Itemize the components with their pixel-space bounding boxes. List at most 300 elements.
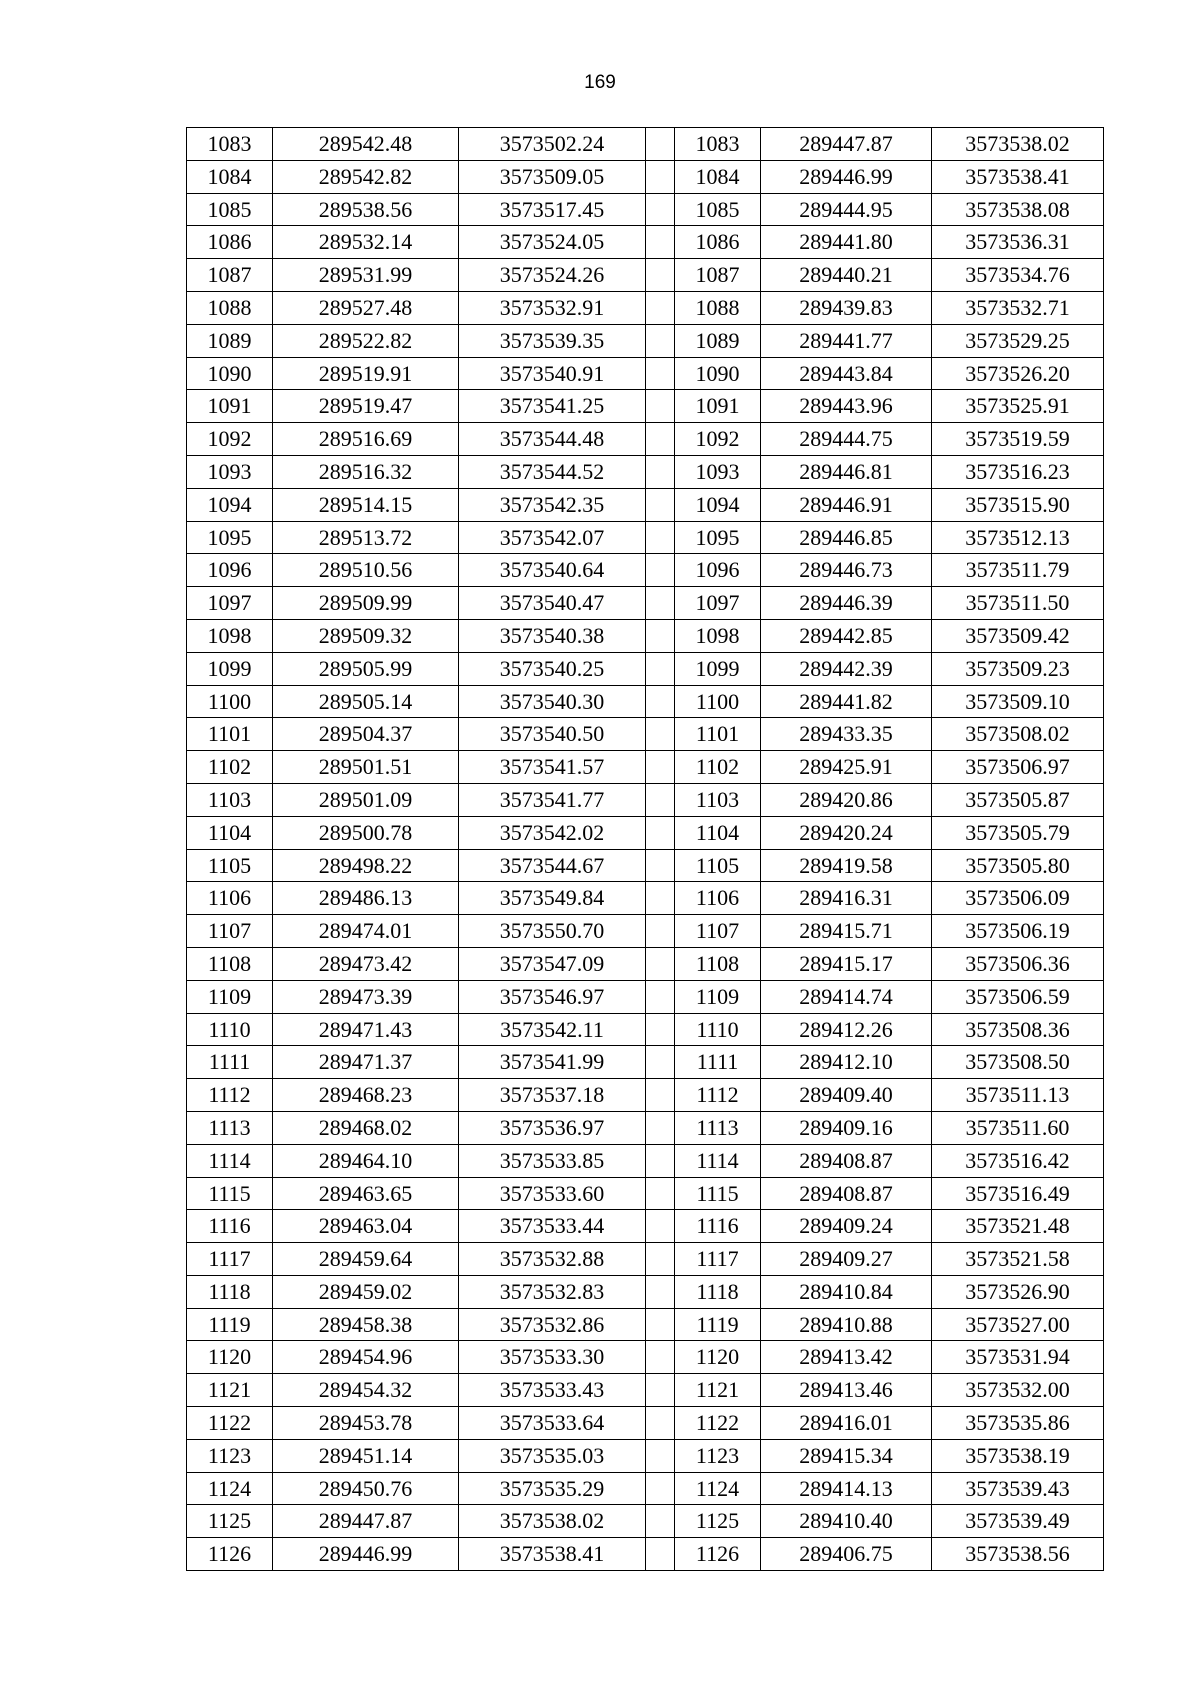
spacer-cell	[646, 652, 675, 685]
x-coord-left: 289509.32	[273, 619, 459, 652]
y-coord-right: 3573509.42	[932, 619, 1104, 652]
point-id-left: 1099	[187, 652, 273, 685]
spacer-cell	[646, 1374, 675, 1407]
y-coord-right: 3573509.23	[932, 652, 1104, 685]
spacer-cell	[646, 1210, 675, 1243]
table-row	[187, 1308, 1104, 1341]
spacer-cell	[646, 1144, 675, 1177]
y-coord-left: 3573542.35	[459, 488, 646, 521]
y-coord-right: 3573535.86	[932, 1407, 1104, 1440]
y-coord-left: 3573509.05	[459, 160, 646, 193]
table-row	[187, 915, 1104, 948]
x-coord-right: 289446.73	[761, 554, 932, 587]
x-coord-left: 289505.14	[273, 685, 459, 718]
table-row	[187, 226, 1104, 259]
table-row	[187, 783, 1104, 816]
point-id-left: 1122	[187, 1407, 273, 1440]
point-id-left: 1084	[187, 160, 273, 193]
point-id-left: 1109	[187, 980, 273, 1013]
y-coord-left: 3573502.24	[459, 128, 646, 161]
table-row	[187, 160, 1104, 193]
y-coord-left: 3573517.45	[459, 193, 646, 226]
spacer-cell	[646, 1505, 675, 1538]
y-coord-right: 3573506.59	[932, 980, 1104, 1013]
point-id-right: 1116	[675, 1210, 761, 1243]
point-id-left: 1119	[187, 1308, 273, 1341]
y-coord-left: 3573546.97	[459, 980, 646, 1013]
point-id-right: 1114	[675, 1144, 761, 1177]
point-id-left: 1100	[187, 685, 273, 718]
spacer-cell	[646, 1046, 675, 1079]
x-coord-left: 289519.91	[273, 357, 459, 390]
point-id-right: 1095	[675, 521, 761, 554]
table-row	[187, 357, 1104, 390]
table-row	[187, 1407, 1104, 1440]
x-coord-left: 289498.22	[273, 849, 459, 882]
table-row	[187, 259, 1104, 292]
point-id-right: 1105	[675, 849, 761, 882]
x-coord-right: 289444.95	[761, 193, 932, 226]
x-coord-left: 289531.99	[273, 259, 459, 292]
table-row	[187, 1374, 1104, 1407]
x-coord-right: 289447.87	[761, 128, 932, 161]
point-id-right: 1110	[675, 1013, 761, 1046]
spacer-cell	[646, 587, 675, 620]
x-coord-right: 289410.40	[761, 1505, 932, 1538]
point-id-right: 1121	[675, 1374, 761, 1407]
y-coord-right: 3573539.49	[932, 1505, 1104, 1538]
x-coord-left: 289527.48	[273, 291, 459, 324]
spacer-cell	[646, 619, 675, 652]
spacer-cell	[646, 882, 675, 915]
y-coord-right: 3573516.23	[932, 455, 1104, 488]
y-coord-left: 3573550.70	[459, 915, 646, 948]
x-coord-left: 289516.32	[273, 455, 459, 488]
x-coord-left: 289464.10	[273, 1144, 459, 1177]
spacer-cell	[646, 423, 675, 456]
y-coord-right: 3573508.02	[932, 718, 1104, 751]
y-coord-left: 3573541.99	[459, 1046, 646, 1079]
x-coord-left: 289450.76	[273, 1472, 459, 1505]
point-id-right: 1125	[675, 1505, 761, 1538]
point-id-right: 1083	[675, 128, 761, 161]
x-coord-right: 289409.40	[761, 1079, 932, 1112]
x-coord-left: 289514.15	[273, 488, 459, 521]
table-row	[187, 652, 1104, 685]
x-coord-right: 289412.10	[761, 1046, 932, 1079]
table-row	[187, 1341, 1104, 1374]
y-coord-left: 3573541.77	[459, 783, 646, 816]
point-id-right: 1106	[675, 882, 761, 915]
spacer-cell	[646, 1472, 675, 1505]
spacer-cell	[646, 751, 675, 784]
spacer-cell	[646, 685, 675, 718]
point-id-left: 1106	[187, 882, 273, 915]
spacer-cell	[646, 357, 675, 390]
x-coord-right: 289416.31	[761, 882, 932, 915]
point-id-left: 1089	[187, 324, 273, 357]
x-coord-right: 289414.13	[761, 1472, 932, 1505]
y-coord-left: 3573532.88	[459, 1243, 646, 1276]
table-row	[187, 685, 1104, 718]
point-id-left: 1125	[187, 1505, 273, 1538]
spacer-cell	[646, 259, 675, 292]
table-row	[187, 455, 1104, 488]
point-id-right: 1086	[675, 226, 761, 259]
spacer-cell	[646, 1439, 675, 1472]
y-coord-right: 3573526.20	[932, 357, 1104, 390]
point-id-right: 1117	[675, 1243, 761, 1276]
spacer-cell	[646, 324, 675, 357]
x-coord-right: 289413.46	[761, 1374, 932, 1407]
point-id-left: 1105	[187, 849, 273, 882]
point-id-left: 1086	[187, 226, 273, 259]
point-id-right: 1124	[675, 1472, 761, 1505]
point-id-left: 1095	[187, 521, 273, 554]
point-id-left: 1103	[187, 783, 273, 816]
point-id-left: 1115	[187, 1177, 273, 1210]
y-coord-right: 3573538.41	[932, 160, 1104, 193]
y-coord-right: 3573527.00	[932, 1308, 1104, 1341]
x-coord-left: 289486.13	[273, 882, 459, 915]
y-coord-right: 3573521.58	[932, 1243, 1104, 1276]
x-coord-right: 289446.85	[761, 521, 932, 554]
point-id-left: 1114	[187, 1144, 273, 1177]
point-id-left: 1111	[187, 1046, 273, 1079]
table-row	[187, 980, 1104, 1013]
point-id-right: 1090	[675, 357, 761, 390]
spacer-cell	[646, 1177, 675, 1210]
y-coord-right: 3573505.80	[932, 849, 1104, 882]
x-coord-left: 289451.14	[273, 1439, 459, 1472]
y-coord-right: 3573506.97	[932, 751, 1104, 784]
x-coord-left: 289454.96	[273, 1341, 459, 1374]
spacer-cell	[646, 455, 675, 488]
x-coord-right: 289410.88	[761, 1308, 932, 1341]
point-id-right: 1085	[675, 193, 761, 226]
y-coord-right: 3573506.19	[932, 915, 1104, 948]
x-coord-right: 289408.87	[761, 1144, 932, 1177]
point-id-right: 1094	[675, 488, 761, 521]
y-coord-right: 3573516.42	[932, 1144, 1104, 1177]
y-coord-left: 3573533.43	[459, 1374, 646, 1407]
x-coord-right: 289441.80	[761, 226, 932, 259]
coordinates-table-body	[187, 128, 1104, 1571]
table-row	[187, 849, 1104, 882]
spacer-cell	[646, 1538, 675, 1571]
y-coord-right: 3573538.08	[932, 193, 1104, 226]
y-coord-left: 3573532.86	[459, 1308, 646, 1341]
spacer-cell	[646, 849, 675, 882]
spacer-cell	[646, 1243, 675, 1276]
y-coord-left: 3573542.07	[459, 521, 646, 554]
y-coord-right: 3573538.02	[932, 128, 1104, 161]
point-id-left: 1104	[187, 816, 273, 849]
point-id-left: 1126	[187, 1538, 273, 1571]
spacer-cell	[646, 554, 675, 587]
x-coord-right: 289446.99	[761, 160, 932, 193]
y-coord-right: 3573519.59	[932, 423, 1104, 456]
y-coord-right: 3573508.50	[932, 1046, 1104, 1079]
x-coord-right: 289433.35	[761, 718, 932, 751]
spacer-cell	[646, 226, 675, 259]
point-id-left: 1121	[187, 1374, 273, 1407]
x-coord-left: 289458.38	[273, 1308, 459, 1341]
point-id-left: 1098	[187, 619, 273, 652]
spacer-cell	[646, 1013, 675, 1046]
y-coord-left: 3573524.05	[459, 226, 646, 259]
y-coord-left: 3573537.18	[459, 1079, 646, 1112]
x-coord-right: 289416.01	[761, 1407, 932, 1440]
y-coord-left: 3573539.35	[459, 324, 646, 357]
x-coord-left: 289510.56	[273, 554, 459, 587]
table-row	[187, 1505, 1104, 1538]
spacer-cell	[646, 1308, 675, 1341]
x-coord-right: 289443.96	[761, 390, 932, 423]
x-coord-left: 289459.64	[273, 1243, 459, 1276]
point-id-right: 1100	[675, 685, 761, 718]
x-coord-right: 289419.58	[761, 849, 932, 882]
table-row	[187, 882, 1104, 915]
x-coord-right: 289442.85	[761, 619, 932, 652]
x-coord-left: 289463.65	[273, 1177, 459, 1210]
y-coord-left: 3573544.52	[459, 455, 646, 488]
x-coord-left: 289459.02	[273, 1275, 459, 1308]
spacer-cell	[646, 1275, 675, 1308]
y-coord-right: 3573536.31	[932, 226, 1104, 259]
spacer-cell	[646, 718, 675, 751]
point-id-left: 1102	[187, 751, 273, 784]
point-id-left: 1097	[187, 587, 273, 620]
x-coord-left: 289538.56	[273, 193, 459, 226]
y-coord-right: 3573532.71	[932, 291, 1104, 324]
table-row	[187, 1472, 1104, 1505]
x-coord-left: 289513.72	[273, 521, 459, 554]
y-coord-left: 3573533.85	[459, 1144, 646, 1177]
spacer-cell	[646, 980, 675, 1013]
spacer-cell	[646, 1407, 675, 1440]
table-row	[187, 423, 1104, 456]
point-id-right: 1118	[675, 1275, 761, 1308]
table-row	[187, 1111, 1104, 1144]
x-coord-right: 289441.82	[761, 685, 932, 718]
y-coord-right: 3573538.19	[932, 1439, 1104, 1472]
y-coord-left: 3573544.48	[459, 423, 646, 456]
table-row	[187, 324, 1104, 357]
y-coord-right: 3573529.25	[932, 324, 1104, 357]
table-row	[187, 128, 1104, 161]
x-coord-left: 289468.23	[273, 1079, 459, 1112]
point-id-right: 1102	[675, 751, 761, 784]
x-coord-left: 289474.01	[273, 915, 459, 948]
x-coord-right: 289446.91	[761, 488, 932, 521]
y-coord-left: 3573542.02	[459, 816, 646, 849]
y-coord-right: 3573511.13	[932, 1079, 1104, 1112]
x-coord-left: 289504.37	[273, 718, 459, 751]
x-coord-left: 289532.14	[273, 226, 459, 259]
point-id-right: 1104	[675, 816, 761, 849]
y-coord-left: 3573540.30	[459, 685, 646, 718]
y-coord-left: 3573533.30	[459, 1341, 646, 1374]
y-coord-left: 3573538.41	[459, 1538, 646, 1571]
point-id-right: 1126	[675, 1538, 761, 1571]
point-id-right: 1096	[675, 554, 761, 587]
point-id-right: 1099	[675, 652, 761, 685]
point-id-right: 1112	[675, 1079, 761, 1112]
y-coord-left: 3573524.26	[459, 259, 646, 292]
point-id-right: 1092	[675, 423, 761, 456]
point-id-left: 1101	[187, 718, 273, 751]
y-coord-left: 3573533.64	[459, 1407, 646, 1440]
point-id-left: 1112	[187, 1079, 273, 1112]
x-coord-left: 289501.51	[273, 751, 459, 784]
y-coord-left: 3573533.60	[459, 1177, 646, 1210]
x-coord-right: 289415.17	[761, 947, 932, 980]
table-row	[187, 1439, 1104, 1472]
y-coord-right: 3573531.94	[932, 1341, 1104, 1374]
point-id-left: 1096	[187, 554, 273, 587]
point-id-left: 1110	[187, 1013, 273, 1046]
y-coord-right: 3573525.91	[932, 390, 1104, 423]
table-row	[187, 1079, 1104, 1112]
table-row	[187, 193, 1104, 226]
y-coord-left: 3573535.03	[459, 1439, 646, 1472]
point-id-left: 1113	[187, 1111, 273, 1144]
table-row	[187, 1144, 1104, 1177]
x-coord-right: 289410.84	[761, 1275, 932, 1308]
x-coord-right: 289415.34	[761, 1439, 932, 1472]
x-coord-right: 289409.24	[761, 1210, 932, 1243]
y-coord-left: 3573547.09	[459, 947, 646, 980]
point-id-left: 1094	[187, 488, 273, 521]
table-row	[187, 1243, 1104, 1276]
point-id-right: 1101	[675, 718, 761, 751]
y-coord-left: 3573549.84	[459, 882, 646, 915]
point-id-left: 1118	[187, 1275, 273, 1308]
y-coord-right: 3573538.56	[932, 1538, 1104, 1571]
point-id-left: 1090	[187, 357, 273, 390]
spacer-cell	[646, 193, 675, 226]
point-id-left: 1083	[187, 128, 273, 161]
x-coord-left: 289463.04	[273, 1210, 459, 1243]
point-id-right: 1122	[675, 1407, 761, 1440]
point-id-right: 1091	[675, 390, 761, 423]
x-coord-right: 289446.81	[761, 455, 932, 488]
y-coord-left: 3573533.44	[459, 1210, 646, 1243]
y-coord-right: 3573506.09	[932, 882, 1104, 915]
point-id-left: 1085	[187, 193, 273, 226]
y-coord-right: 3573511.60	[932, 1111, 1104, 1144]
y-coord-left: 3573540.47	[459, 587, 646, 620]
spacer-cell	[646, 128, 675, 161]
x-coord-left: 289446.99	[273, 1538, 459, 1571]
y-coord-right: 3573526.90	[932, 1275, 1104, 1308]
table-row	[187, 390, 1104, 423]
y-coord-right: 3573512.13	[932, 521, 1104, 554]
x-coord-left: 289516.69	[273, 423, 459, 456]
y-coord-right: 3573505.87	[932, 783, 1104, 816]
y-coord-right: 3573511.50	[932, 587, 1104, 620]
x-coord-left: 289522.82	[273, 324, 459, 357]
table-row	[187, 521, 1104, 554]
x-coord-right: 289420.86	[761, 783, 932, 816]
x-coord-left: 289501.09	[273, 783, 459, 816]
x-coord-left: 289471.43	[273, 1013, 459, 1046]
x-coord-left: 289473.42	[273, 947, 459, 980]
x-coord-right: 289420.24	[761, 816, 932, 849]
x-coord-left: 289542.48	[273, 128, 459, 161]
y-coord-right: 3573511.79	[932, 554, 1104, 587]
x-coord-left: 289454.32	[273, 1374, 459, 1407]
x-coord-left: 289473.39	[273, 980, 459, 1013]
y-coord-right: 3573532.00	[932, 1374, 1104, 1407]
y-coord-right: 3573508.36	[932, 1013, 1104, 1046]
table-row	[187, 816, 1104, 849]
x-coord-left: 289471.37	[273, 1046, 459, 1079]
table-row	[187, 1538, 1104, 1571]
y-coord-left: 3573532.91	[459, 291, 646, 324]
spacer-cell	[646, 488, 675, 521]
y-coord-right: 3573516.49	[932, 1177, 1104, 1210]
spacer-cell	[646, 816, 675, 849]
table-row	[187, 1210, 1104, 1243]
y-coord-right: 3573534.76	[932, 259, 1104, 292]
y-coord-right: 3573509.10	[932, 685, 1104, 718]
y-coord-left: 3573540.25	[459, 652, 646, 685]
table-row	[187, 554, 1104, 587]
y-coord-left: 3573540.64	[459, 554, 646, 587]
x-coord-right: 289442.39	[761, 652, 932, 685]
point-id-right: 1119	[675, 1308, 761, 1341]
y-coord-right: 3573505.79	[932, 816, 1104, 849]
point-id-right: 1084	[675, 160, 761, 193]
x-coord-left: 289468.02	[273, 1111, 459, 1144]
point-id-right: 1103	[675, 783, 761, 816]
y-coord-left: 3573540.50	[459, 718, 646, 751]
point-id-left: 1092	[187, 423, 273, 456]
x-coord-left: 289509.99	[273, 587, 459, 620]
point-id-left: 1091	[187, 390, 273, 423]
table-row	[187, 291, 1104, 324]
point-id-right: 1097	[675, 587, 761, 620]
y-coord-left: 3573540.91	[459, 357, 646, 390]
y-coord-left: 3573540.38	[459, 619, 646, 652]
x-coord-right: 289406.75	[761, 1538, 932, 1571]
y-coord-right: 3573515.90	[932, 488, 1104, 521]
point-id-left: 1120	[187, 1341, 273, 1374]
table-row	[187, 1046, 1104, 1079]
point-id-left: 1124	[187, 1472, 273, 1505]
table-row	[187, 1177, 1104, 1210]
table-row	[187, 587, 1104, 620]
point-id-right: 1113	[675, 1111, 761, 1144]
spacer-cell	[646, 291, 675, 324]
point-id-left: 1088	[187, 291, 273, 324]
point-id-left: 1087	[187, 259, 273, 292]
point-id-left: 1123	[187, 1439, 273, 1472]
x-coord-right: 289414.74	[761, 980, 932, 1013]
x-coord-right: 289443.84	[761, 357, 932, 390]
spacer-cell	[646, 390, 675, 423]
coordinates-table	[186, 127, 1104, 1571]
point-id-right: 1088	[675, 291, 761, 324]
table-row	[187, 751, 1104, 784]
point-id-right: 1123	[675, 1439, 761, 1472]
point-id-right: 1087	[675, 259, 761, 292]
x-coord-right: 289446.39	[761, 587, 932, 620]
y-coord-right: 3573539.43	[932, 1472, 1104, 1505]
x-coord-left: 289447.87	[273, 1505, 459, 1538]
